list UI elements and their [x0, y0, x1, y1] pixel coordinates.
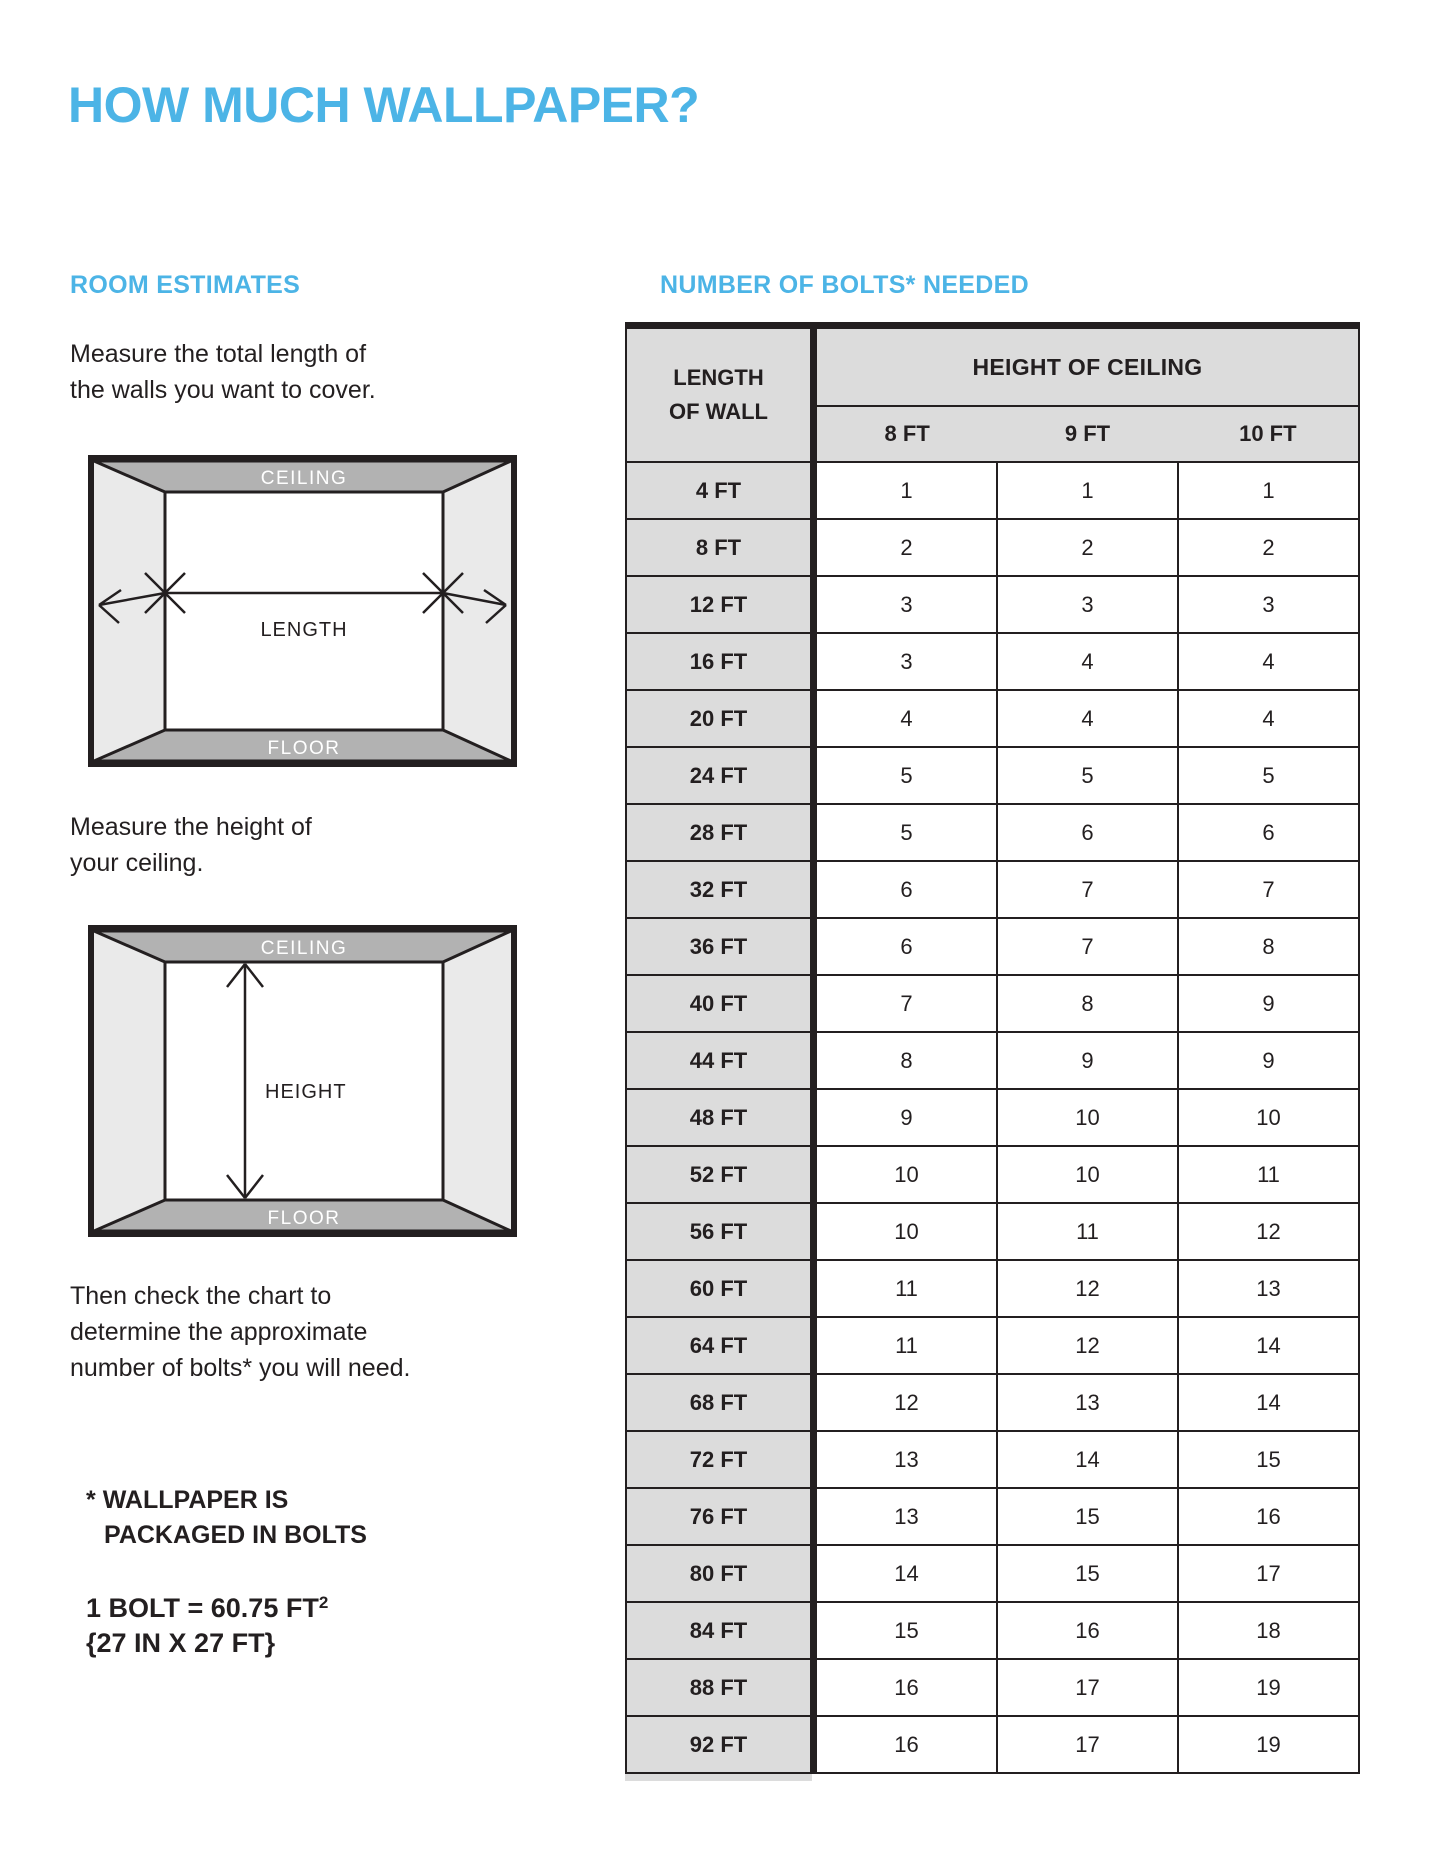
wall-length-cell: 64 FT [625, 1318, 810, 1375]
row-cells [817, 691, 1360, 748]
bolt-count-cell: 10 [817, 1147, 998, 1204]
table-row [625, 919, 1360, 976]
row-cells [817, 1660, 1360, 1717]
wall-length-cell: 52 FT [625, 1147, 810, 1204]
table-row [625, 463, 1360, 520]
bolt-equation: 1 BOLT = 60.75 $FT^2$ [86, 1593, 329, 1623]
ceiling-height-subheaders [817, 407, 1360, 463]
table-divider-bar [810, 1660, 817, 1717]
bolt-count-cell: 4 [1179, 634, 1360, 691]
bolt-count-cell: 2 [1179, 520, 1360, 577]
wall-length-cell: 76 FT [625, 1489, 810, 1546]
length-dimension-label: LENGTH [260, 619, 348, 641]
row-cells [817, 1318, 1360, 1375]
bolt-count-cell: 17 [1179, 1546, 1360, 1603]
bolt-count-cell: 4 [998, 691, 1179, 748]
table-divider-bar [810, 329, 817, 463]
bolt-count-cell: 15 [998, 1546, 1179, 1603]
bolts-footnote [86, 1483, 367, 1553]
bolt-count-cell: 10 [1179, 1090, 1360, 1147]
bolt-count-cell: 5 [817, 748, 998, 805]
row-cells [817, 1033, 1360, 1090]
bolt-count-cell: 2 [998, 520, 1179, 577]
row-cells [817, 1489, 1360, 1546]
bolt-count-cell: 6 [998, 805, 1179, 862]
table-row [625, 634, 1360, 691]
table-row [625, 1660, 1360, 1717]
wall-length-cell: 4 FT [625, 463, 810, 520]
paragraph-line: Measure the total length of [70, 340, 367, 368]
table-divider-bar [810, 691, 817, 748]
wall-length-cell: 40 FT [625, 976, 810, 1033]
row-cells [817, 1204, 1360, 1261]
bolt-count-cell: 8 [998, 976, 1179, 1033]
table-row [625, 1546, 1360, 1603]
bolt-count-cell: 8 [1179, 919, 1360, 976]
table-row [625, 1090, 1360, 1147]
footnote-line: PACKAGED IN BOLTS [104, 1521, 367, 1549]
row-cells [817, 520, 1360, 577]
wall-length-cell: 48 FT [625, 1090, 810, 1147]
room-height-diagram-svg [88, 925, 517, 1237]
table-divider-bar [810, 1261, 817, 1318]
table-divider-bar [810, 976, 817, 1033]
bolt-count-cell: 7 [1179, 862, 1360, 919]
wall-length-cell: 28 FT [625, 805, 810, 862]
table-row [625, 691, 1360, 748]
bolt-count-cell: 15 [817, 1603, 998, 1660]
wall-length-cell: 8 FT [625, 520, 810, 577]
table-divider-bar [810, 520, 817, 577]
exponent: 2 [318, 1593, 329, 1612]
row-cells [817, 919, 1360, 976]
ceiling-label: CEILING [260, 468, 348, 489]
paragraph-line: determine the approximate [70, 1318, 368, 1346]
wall-length-cell: 24 FT [625, 748, 810, 805]
room-estimates-heading: ROOM ESTIMATES [70, 271, 301, 299]
bolt-count-cell: 15 [1179, 1432, 1360, 1489]
bolt-count-cell: 5 [998, 748, 1179, 805]
bolt-size-note [86, 1585, 328, 1661]
bolt-count-cell: 4 [998, 634, 1179, 691]
bolt-count-cell: 10 [998, 1147, 1179, 1204]
table-row [625, 1033, 1360, 1090]
table-row [625, 1489, 1360, 1546]
bolt-count-cell: 3 [1179, 577, 1360, 634]
bolt-count-cell: 16 [817, 1660, 998, 1717]
measure-height-paragraph [70, 809, 312, 881]
table-row [625, 748, 1360, 805]
room-height-diagram [88, 925, 517, 1237]
bolt-count-cell: 13 [817, 1489, 998, 1546]
bolt-count-cell: 1 [1179, 463, 1360, 520]
bolts-needed-heading: NUMBER OF BOLTS* NEEDED [660, 271, 1029, 299]
wall-length-cell: 32 FT [625, 862, 810, 919]
table-row [625, 577, 1360, 634]
table-divider-bar [810, 1432, 817, 1489]
table-divider-bar [810, 1603, 817, 1660]
bolt-count-cell: 17 [998, 1717, 1179, 1774]
table-top-bar [625, 322, 1360, 329]
table-divider-bar [810, 1489, 817, 1546]
row-cells [817, 862, 1360, 919]
table-divider-bar [810, 577, 817, 634]
bolt-count-cell: 12 [1179, 1204, 1360, 1261]
bolt-count-cell: 16 [817, 1717, 998, 1774]
bolt-count-cell: 9 [998, 1033, 1179, 1090]
row-cells [817, 1717, 1360, 1774]
row-cells [817, 577, 1360, 634]
bolt-count-cell: 6 [1179, 805, 1360, 862]
room-length-diagram-svg [88, 455, 517, 767]
wall-length-cell: 36 FT [625, 919, 810, 976]
height-dimension-label: HEIGHT [265, 1081, 347, 1103]
table-divider-bar [810, 862, 817, 919]
table-divider-bar [810, 919, 817, 976]
bolt-count-cell: 9 [1179, 976, 1360, 1033]
bolt-count-cell: 1 [998, 463, 1179, 520]
table-row [625, 1147, 1360, 1204]
row-cells [817, 1090, 1360, 1147]
footnote-text: WALLPAPER IS [102, 1486, 289, 1514]
ceiling-label: CEILING [260, 938, 348, 959]
table-row [625, 862, 1360, 919]
bolt-count-cell: 8 [817, 1033, 998, 1090]
table-row [625, 1375, 1360, 1432]
bolt-count-cell: 7 [998, 862, 1179, 919]
table-row [625, 520, 1360, 577]
table-divider-bar [810, 634, 817, 691]
footnote-line [86, 1483, 367, 1518]
bolt-count-cell: 13 [817, 1432, 998, 1489]
wall-length-cell: 92 FT [625, 1717, 810, 1774]
paragraph-line: number of bolts* you will need. [70, 1354, 411, 1382]
height-of-ceiling-header: HEIGHT OF CEILING [817, 329, 1360, 407]
bolt-count-cell: 9 [817, 1090, 998, 1147]
bolt-count-cell: 15 [998, 1489, 1179, 1546]
table-divider-bar [810, 1546, 817, 1603]
bolt-count-cell: 13 [1179, 1261, 1360, 1318]
table-row [625, 1603, 1360, 1660]
bolt-count-cell: 7 [817, 976, 998, 1033]
table-divider-bar [810, 1204, 817, 1261]
bolt-count-cell: 19 [1179, 1717, 1360, 1774]
length-of-wall-header [625, 329, 810, 463]
row-cells [817, 1147, 1360, 1204]
row-cells [817, 748, 1360, 805]
bolt-count-cell: 14 [1179, 1375, 1360, 1432]
bolt-count-cell: 3 [817, 634, 998, 691]
row-cells [817, 976, 1360, 1033]
table-divider-bar [810, 1090, 817, 1147]
bolt-count-cell: 6 [817, 919, 998, 976]
bolt-count-cell: 19 [1179, 1660, 1360, 1717]
row-cells [817, 1546, 1360, 1603]
page-title: HOW MUCH WALLPAPER? [68, 77, 700, 133]
header-line: LENGTH [673, 365, 764, 390]
bolt-count-cell: 16 [1179, 1489, 1360, 1546]
table-row [625, 1261, 1360, 1318]
row-cells [817, 634, 1360, 691]
asterisk: * [86, 1486, 96, 1514]
row-cells [817, 1432, 1360, 1489]
table-divider-bar [810, 805, 817, 862]
bolt-count-cell: 10 [817, 1204, 998, 1261]
bolt-count-cell: 12 [998, 1261, 1179, 1318]
ceiling-header-group [817, 329, 1360, 463]
wall-length-cell: 60 FT [625, 1261, 810, 1318]
wall-length-cell: 56 FT [625, 1204, 810, 1261]
wall-length-cell: 72 FT [625, 1432, 810, 1489]
bolt-count-cell: 5 [817, 805, 998, 862]
table-header [625, 329, 1360, 463]
bolt-dimensions: {27 IN X 27 FT} [86, 1628, 276, 1658]
bolt-count-cell: 10 [998, 1090, 1179, 1147]
table-row [625, 805, 1360, 862]
bolt-count-cell: 6 [817, 862, 998, 919]
bolt-count-cell: 3 [998, 577, 1179, 634]
wall-length-cell: 16 FT [625, 634, 810, 691]
bolt-count-cell: 1 [817, 463, 998, 520]
floor-label: FLOOR [267, 738, 341, 759]
row-cells [817, 1603, 1360, 1660]
back-wall [165, 492, 443, 730]
table-divider-bar [810, 748, 817, 805]
wall-length-cell: 88 FT [625, 1660, 810, 1717]
floor-label: FLOOR [267, 1208, 341, 1229]
measure-length-paragraph [70, 336, 376, 408]
table-bottom-strip [625, 1774, 812, 1781]
wall-length-cell: 80 FT [625, 1546, 810, 1603]
wall-length-cell: 12 FT [625, 577, 810, 634]
bolt-count-cell: 11 [817, 1261, 998, 1318]
bolt-count-cell: 14 [1179, 1318, 1360, 1375]
bolt-count-cell: 16 [998, 1603, 1179, 1660]
bolt-count-cell: 17 [998, 1660, 1179, 1717]
row-cells [817, 805, 1360, 862]
ceiling-height-column-header: 10 FT [1239, 421, 1297, 446]
paragraph-line: your ceiling. [70, 849, 204, 877]
wall-length-cell: 20 FT [625, 691, 810, 748]
table-divider-bar [810, 1033, 817, 1090]
header-line: OF WALL [669, 399, 768, 424]
bolt-count-cell: 4 [1179, 691, 1360, 748]
wall-length-cell: 68 FT [625, 1375, 810, 1432]
paragraph-line: the walls you want to cover. [70, 376, 376, 404]
table-row [625, 1717, 1360, 1774]
ceiling-height-column-header: 9 FT [1064, 421, 1111, 446]
paragraph-line: Measure the height of [70, 813, 312, 841]
bolt-count-cell: 9 [1179, 1033, 1360, 1090]
table-divider-bar [810, 1147, 817, 1204]
bolt-count-cell: 12 [998, 1318, 1179, 1375]
check-chart-paragraph [70, 1278, 410, 1386]
bolt-count-cell: 12 [817, 1375, 998, 1432]
row-cells [817, 1261, 1360, 1318]
bolt-count-cell: 13 [998, 1375, 1179, 1432]
room-length-diagram [88, 455, 517, 767]
table-body [625, 463, 1360, 1774]
bolts-table [625, 322, 1360, 1781]
wall-length-cell: 44 FT [625, 1033, 810, 1090]
table-divider-bar [810, 1375, 817, 1432]
bolt-count-cell: 3 [817, 577, 998, 634]
bolt-count-cell: 11 [817, 1318, 998, 1375]
table-divider-bar [810, 1318, 817, 1375]
bolt-count-cell: 7 [998, 919, 1179, 976]
paragraph-line: Then check the chart to [70, 1282, 332, 1310]
bolt-count-cell: 2 [817, 520, 998, 577]
table-divider-bar [810, 1717, 817, 1774]
bolt-count-cell: 4 [817, 691, 998, 748]
bolt-count-cell: 11 [1179, 1147, 1360, 1204]
bolt-count-cell: 18 [1179, 1603, 1360, 1660]
table-divider-bar [810, 463, 817, 520]
row-cells [817, 463, 1360, 520]
bolt-count-cell: 5 [1179, 748, 1360, 805]
bolt-count-cell: 11 [998, 1204, 1179, 1261]
bolt-count-cell: 14 [817, 1546, 998, 1603]
table-row [625, 1204, 1360, 1261]
table-row [625, 976, 1360, 1033]
ceiling-height-column-header: 8 FT [884, 421, 930, 446]
row-cells [817, 1375, 1360, 1432]
table-row [625, 1318, 1360, 1375]
wall-length-cell: 84 FT [625, 1603, 810, 1660]
table-row [625, 1432, 1360, 1489]
bolt-count-cell: 14 [998, 1432, 1179, 1489]
